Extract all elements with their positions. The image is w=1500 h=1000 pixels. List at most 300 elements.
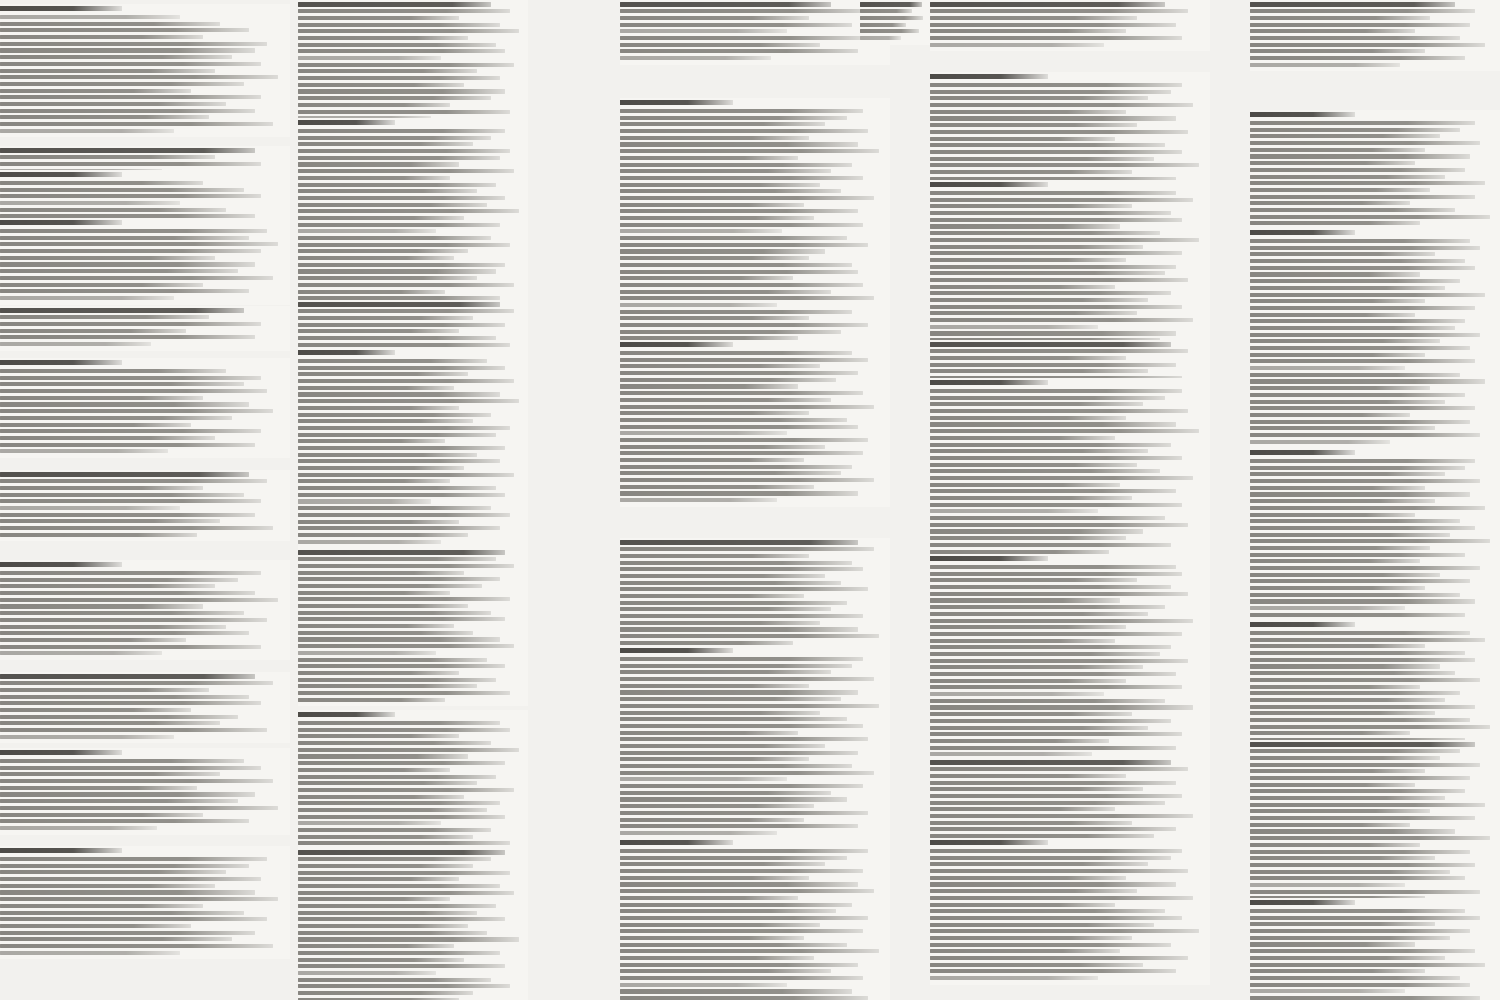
text-line — [298, 637, 500, 641]
text-line — [930, 619, 1193, 623]
text-line — [298, 557, 496, 561]
text-line — [1250, 266, 1475, 270]
text-line — [1250, 890, 1480, 894]
text-line — [930, 83, 1182, 87]
text-line — [620, 256, 809, 260]
text-block — [930, 758, 1210, 849]
text-line — [298, 513, 510, 517]
text-line — [930, 896, 1193, 900]
text-line — [1250, 539, 1490, 543]
text-line — [930, 949, 1120, 953]
text-line — [1250, 909, 1465, 913]
text-line — [1250, 128, 1460, 132]
text-line — [1250, 306, 1475, 310]
text-block — [0, 846, 290, 959]
text-line — [298, 453, 477, 457]
text-line — [930, 862, 1148, 866]
text-line — [0, 598, 278, 602]
text-line — [620, 996, 868, 1000]
text-line — [620, 889, 874, 893]
text-line — [298, 236, 491, 240]
text-line — [0, 276, 273, 280]
text-line — [1250, 559, 1420, 563]
text-line — [620, 737, 868, 741]
text-line — [0, 715, 238, 719]
text-line — [930, 529, 1143, 533]
text-line — [620, 391, 863, 395]
text-line — [1250, 963, 1485, 967]
text-line — [930, 516, 1165, 520]
text-line — [298, 486, 496, 490]
block-heading — [930, 74, 1048, 79]
text-line — [1250, 929, 1470, 933]
column-2 — [298, 0, 528, 1000]
text-line — [298, 775, 496, 779]
text-line — [298, 366, 505, 370]
text-line — [620, 969, 831, 973]
text-block — [0, 560, 290, 660]
block-heading — [1250, 112, 1355, 117]
text-line — [0, 329, 186, 333]
text-line — [930, 632, 1182, 636]
text-line — [930, 231, 1160, 235]
text-line — [298, 788, 514, 792]
text-line — [298, 721, 500, 725]
text-line — [930, 251, 1182, 255]
text-line — [0, 109, 255, 113]
text-line — [1250, 161, 1415, 165]
text-line — [298, 651, 436, 655]
text-line — [930, 665, 1143, 669]
text-line — [1250, 134, 1440, 138]
text-line — [930, 903, 1115, 907]
block-heading — [0, 6, 122, 11]
text-line — [1250, 711, 1435, 715]
text-block — [1250, 898, 1500, 1000]
text-line — [930, 123, 1137, 127]
text-line — [0, 674, 255, 679]
text-line — [620, 724, 863, 728]
text-line — [930, 509, 1098, 513]
text-line — [298, 2, 491, 7]
block-heading — [0, 562, 122, 567]
text-line — [620, 664, 852, 668]
text-line — [0, 799, 238, 803]
text-line — [1250, 809, 1430, 813]
text-line — [620, 641, 793, 645]
block-heading — [930, 840, 1048, 845]
text-line — [298, 904, 496, 908]
block-heading — [298, 712, 395, 717]
text-line — [620, 122, 825, 126]
text-line — [620, 581, 841, 585]
text-line — [620, 216, 814, 220]
text-line — [1250, 658, 1475, 662]
text-line — [298, 741, 491, 745]
text-line — [620, 657, 863, 661]
text-line — [930, 550, 1109, 554]
text-line — [0, 708, 191, 712]
text-line — [930, 402, 1143, 406]
text-line — [930, 298, 1148, 302]
text-line — [298, 891, 514, 895]
text-line — [930, 726, 1148, 730]
text-line — [930, 659, 1188, 663]
text-line — [930, 572, 1182, 576]
text-line — [930, 456, 1182, 460]
text-line — [1250, 386, 1430, 390]
text-line — [620, 156, 798, 160]
text-line — [0, 382, 244, 386]
text-line — [620, 478, 874, 482]
text-line — [0, 728, 267, 732]
text-line — [1250, 593, 1460, 597]
text-line — [0, 289, 249, 293]
text-line — [930, 36, 1182, 40]
text-line — [930, 389, 1182, 393]
text-line — [0, 701, 261, 705]
text-line — [0, 15, 180, 19]
text-line — [298, 16, 459, 20]
text-line — [620, 824, 858, 828]
text-line — [298, 110, 510, 114]
text-line — [620, 717, 847, 721]
text-line — [620, 471, 841, 475]
text-line — [930, 876, 1126, 880]
text-line — [298, 386, 454, 390]
text-line — [298, 256, 454, 260]
text-line — [298, 149, 510, 153]
text-line — [0, 578, 238, 582]
text-line — [1250, 286, 1445, 290]
text-line — [0, 792, 255, 796]
text-line — [298, 984, 510, 988]
text-block — [0, 672, 290, 743]
text-line — [298, 419, 473, 423]
text-line — [298, 795, 464, 799]
text-line — [930, 211, 1171, 215]
text-line — [0, 645, 261, 649]
text-line — [620, 791, 831, 795]
text-line — [1250, 346, 1470, 350]
text-line — [0, 402, 249, 406]
text-line — [930, 712, 1132, 716]
text-line — [298, 684, 477, 688]
text-line — [298, 924, 468, 928]
text-line — [1250, 141, 1480, 145]
text-block — [0, 358, 290, 458]
text-line — [1250, 472, 1445, 476]
text-line — [930, 807, 1115, 811]
text-line — [0, 681, 273, 685]
text-line — [620, 601, 847, 605]
text-line — [298, 343, 510, 347]
text-line — [930, 719, 1171, 723]
text-block — [620, 340, 890, 507]
text-line — [1250, 2, 1455, 7]
text-line — [0, 436, 215, 440]
text-line — [620, 445, 825, 449]
text-line — [620, 909, 836, 913]
text-line — [620, 670, 831, 674]
text-line — [1250, 876, 1465, 880]
block-heading — [620, 100, 733, 105]
text-line — [298, 911, 477, 915]
text-line — [620, 438, 868, 442]
text-line — [1250, 16, 1430, 20]
text-line — [930, 43, 1104, 47]
text-line — [298, 426, 510, 430]
text-line — [0, 695, 249, 699]
text-line — [298, 359, 487, 363]
text-line — [0, 35, 203, 39]
text-line — [1250, 976, 1460, 980]
text-line — [620, 209, 858, 213]
text-block — [930, 838, 1210, 985]
text-block — [860, 0, 930, 45]
text-line — [298, 309, 514, 313]
text-line — [1250, 579, 1470, 583]
text-line — [930, 449, 1148, 453]
text-block — [298, 118, 528, 325]
text-line — [1250, 983, 1470, 987]
text-line — [930, 429, 1199, 433]
text-line — [1250, 215, 1490, 219]
text-line — [930, 869, 1188, 873]
text-line — [620, 290, 831, 294]
text-line — [930, 523, 1188, 527]
block-heading — [0, 360, 122, 365]
text-line — [930, 285, 1115, 289]
text-line — [620, 856, 847, 860]
text-line — [1250, 201, 1410, 205]
text-line — [0, 519, 220, 523]
text-line — [860, 29, 919, 33]
text-line — [298, 446, 505, 450]
text-line — [0, 389, 267, 393]
text-line — [860, 16, 923, 20]
text-line — [620, 16, 809, 20]
text-line — [930, 163, 1199, 167]
text-line — [620, 943, 847, 947]
text-line — [0, 631, 249, 635]
text-line — [930, 767, 1188, 771]
text-line — [1250, 796, 1445, 800]
text-line — [298, 958, 464, 962]
text-line — [620, 896, 798, 900]
text-line — [1250, 850, 1470, 854]
block-heading — [0, 848, 122, 853]
text-line — [930, 585, 1171, 589]
text-line — [298, 857, 491, 861]
text-line — [0, 69, 215, 73]
text-line — [1250, 783, 1415, 787]
text-line — [930, 396, 1165, 400]
text-line — [0, 249, 261, 253]
text-line — [930, 732, 1182, 736]
text-line — [930, 463, 1137, 467]
text-line — [298, 56, 441, 60]
text-line — [930, 369, 1148, 373]
text-line — [0, 513, 255, 517]
text-block — [0, 4, 290, 137]
text-line — [620, 784, 863, 788]
text-line — [620, 163, 852, 167]
text-line — [298, 801, 500, 805]
text-line — [620, 757, 809, 761]
text-line — [0, 296, 174, 300]
text-line — [930, 976, 1098, 980]
text-line — [1250, 466, 1465, 470]
text-line — [1250, 936, 1450, 940]
text-line — [1250, 313, 1415, 317]
text-line — [620, 109, 863, 113]
text-line — [930, 685, 1182, 689]
text-line — [620, 465, 852, 469]
text-line — [0, 584, 215, 588]
text-line — [1250, 836, 1490, 840]
text-line — [298, 379, 514, 383]
text-line — [1250, 776, 1470, 780]
text-line — [1250, 553, 1465, 557]
text-line — [298, 43, 496, 47]
text-line — [298, 728, 510, 732]
text-line — [0, 870, 226, 874]
text-line — [298, 129, 505, 133]
text-line — [930, 592, 1188, 596]
text-line — [0, 396, 203, 400]
text-line — [1250, 803, 1485, 807]
text-line — [1250, 413, 1410, 417]
text-line — [620, 371, 858, 375]
column-4 — [930, 0, 1210, 1000]
text-line — [620, 797, 847, 801]
text-line — [1250, 506, 1485, 510]
text-line — [0, 208, 226, 212]
text-line — [298, 571, 464, 575]
text-line — [930, 679, 1126, 683]
text-line — [620, 283, 863, 287]
text-line — [0, 89, 191, 93]
text-line — [860, 9, 912, 13]
text-line — [930, 90, 1171, 94]
text-line — [298, 978, 491, 982]
text-line — [620, 303, 777, 307]
text-line — [298, 176, 450, 180]
text-line — [930, 238, 1199, 242]
text-line — [298, 29, 519, 33]
text-line — [298, 748, 519, 752]
text-line — [298, 991, 473, 995]
text-line — [1250, 843, 1420, 847]
text-line — [1250, 526, 1475, 530]
text-line — [298, 203, 487, 207]
block-heading — [0, 172, 122, 177]
text-line — [620, 607, 831, 611]
text-line — [620, 983, 787, 987]
text-line — [0, 201, 180, 205]
text-line — [298, 944, 454, 948]
text-line — [620, 764, 852, 768]
text-line — [1250, 492, 1470, 496]
block-heading — [298, 120, 395, 125]
text-line — [620, 869, 863, 873]
text-line — [620, 976, 863, 980]
text-line — [298, 931, 487, 935]
text-line — [1250, 440, 1390, 444]
text-line — [930, 598, 1120, 602]
text-line — [620, 364, 820, 368]
text-line — [1250, 691, 1460, 695]
text-line — [620, 498, 777, 502]
text-line — [620, 491, 858, 495]
text-line — [1250, 969, 1425, 973]
text-line — [0, 688, 209, 692]
text-line — [620, 405, 874, 409]
text-line — [298, 897, 450, 901]
text-line — [0, 911, 244, 915]
text-line — [930, 349, 1188, 353]
text-line — [930, 245, 1143, 249]
text-line — [930, 916, 1182, 920]
text-line — [930, 342, 1171, 347]
text-line — [1250, 353, 1425, 357]
text-line — [298, 103, 450, 107]
text-line — [1250, 36, 1460, 40]
text-line — [860, 36, 901, 40]
text-line — [930, 96, 1148, 100]
block-heading — [620, 342, 733, 347]
text-line — [620, 684, 809, 688]
text-line — [0, 308, 244, 313]
text-line — [620, 621, 820, 625]
text-line — [930, 157, 1154, 161]
block-heading — [930, 556, 1048, 561]
text-line — [930, 218, 1182, 222]
text-line — [620, 818, 804, 822]
text-line — [0, 486, 203, 490]
text-line — [0, 766, 261, 770]
text-line — [930, 422, 1176, 426]
text-line — [620, 949, 879, 953]
text-line — [930, 536, 1126, 540]
text-line — [0, 638, 186, 642]
text-line — [298, 276, 477, 280]
text-line — [298, 644, 514, 648]
text-line — [0, 591, 255, 595]
text-line — [298, 83, 464, 87]
text-line — [0, 772, 220, 776]
block-heading — [1250, 230, 1355, 235]
text-line — [1250, 705, 1475, 709]
text-line — [1250, 154, 1470, 158]
text-line — [1250, 823, 1410, 827]
text-line — [930, 198, 1193, 202]
text-line — [930, 224, 1120, 228]
text-line — [298, 136, 491, 140]
text-line — [930, 16, 1137, 20]
text-line — [930, 2, 1165, 7]
text-line — [0, 884, 215, 888]
text-line — [930, 814, 1193, 818]
text-line — [1250, 606, 1405, 610]
text-line — [0, 335, 255, 339]
text-line — [620, 567, 863, 571]
text-line — [930, 469, 1160, 473]
text-line — [930, 363, 1176, 367]
text-line — [298, 617, 505, 621]
text-line — [298, 971, 436, 975]
